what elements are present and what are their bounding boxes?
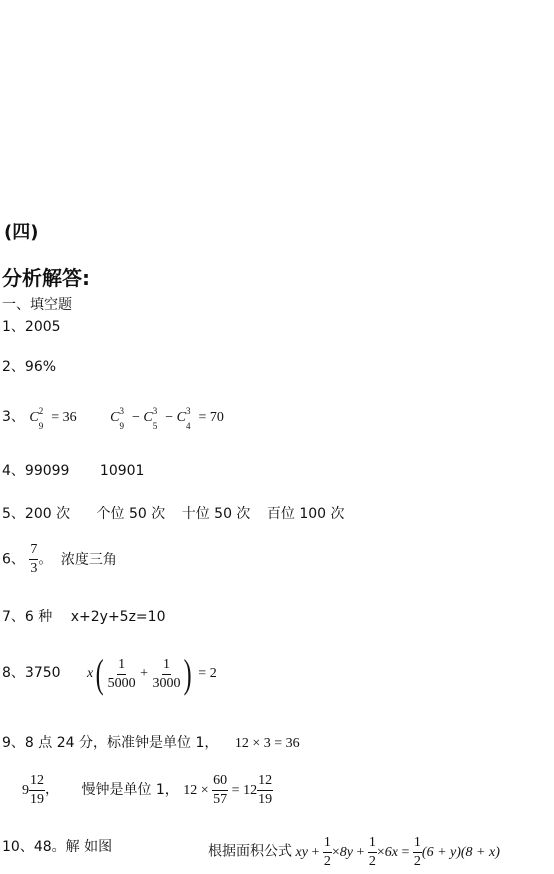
item-number: 1、	[2, 319, 25, 335]
item-number: 7、	[2, 609, 25, 625]
value-a: 200 次	[24, 506, 71, 522]
equation: x( $\frac{1}{5000}$ + $\frac{1}{3000}$ ) = 2	[87, 651, 217, 696]
item-number: 4、	[2, 463, 25, 479]
answer-text: 8 点 24 分，标准钟是单位 1，	[24, 735, 219, 751]
combination-formula-b: C 3 9 − C 3 5 − C 3 4 = 70	[110, 405, 224, 431]
item-number: 9、	[2, 735, 25, 751]
answer-5	[2, 503, 345, 523]
fraction: $\frac{7}{3}$	[30, 542, 38, 576]
equation: xy + $\frac{1}{2}$ ×8y + $\frac{1}{2}$ ×6x = $\frac{1}{2}$ (6 + y)(8 + x)	[295, 835, 500, 869]
item-number: 3、	[2, 409, 25, 425]
value-b: 个位 50 次	[96, 506, 166, 522]
value-b: 10901	[99, 463, 145, 479]
value-a: 3750	[24, 665, 61, 682]
value-d: 百位 100 次	[266, 506, 345, 522]
equation: 12 × $\frac{60}{57}$ = 12 $\frac{12}{19}$	[183, 773, 273, 807]
part-title: 一、填空题	[2, 297, 72, 313]
value-a: 6 种	[24, 609, 53, 625]
value-c: 十位 50 次	[181, 506, 251, 522]
answer-10	[2, 836, 112, 856]
item-number: 10、	[2, 839, 34, 855]
answer-1	[2, 316, 61, 336]
item-number: 6、	[2, 551, 25, 568]
answer-6: 6、 $\frac{7}{3}$ 。 浓度三角	[2, 542, 117, 576]
formula-label: 根据面积公式	[208, 843, 292, 860]
answer-text: 慢钟是单位 1，	[81, 781, 179, 798]
section-title: (四)	[4, 222, 39, 243]
answer-text: 浓度三角	[60, 551, 117, 568]
answer-7	[2, 606, 165, 626]
answer-text: 48。解 如图	[33, 839, 113, 855]
answer-2	[2, 356, 56, 376]
item-number: 5、	[2, 506, 25, 522]
equation: x+2y+5z=10	[70, 609, 166, 625]
answer-4	[2, 460, 144, 480]
answer-text: 96%	[24, 359, 57, 375]
heading: 分析解答:	[2, 266, 90, 290]
answer-9-line-2: 9 $\frac{12}{19}$ ， 慢钟是单位 1， 12 × $\frac{60}{57}$ = 12 $\frac{12}{19}$	[22, 773, 273, 807]
answer-10-formula	[208, 836, 500, 869]
combination-formula-a: C 2 9 = 36	[29, 405, 77, 431]
item-number: 8、	[2, 665, 25, 682]
value-a: 99099	[24, 463, 70, 479]
equation: 12 × 3 = 36	[234, 736, 300, 751]
mixed-number: 9 $\frac{12}{19}$	[22, 773, 44, 807]
answer-text: 2005	[24, 319, 61, 335]
answer-9	[2, 732, 300, 752]
item-number: 2、	[2, 359, 25, 375]
answer-8	[2, 651, 217, 696]
answer-3	[2, 405, 224, 431]
